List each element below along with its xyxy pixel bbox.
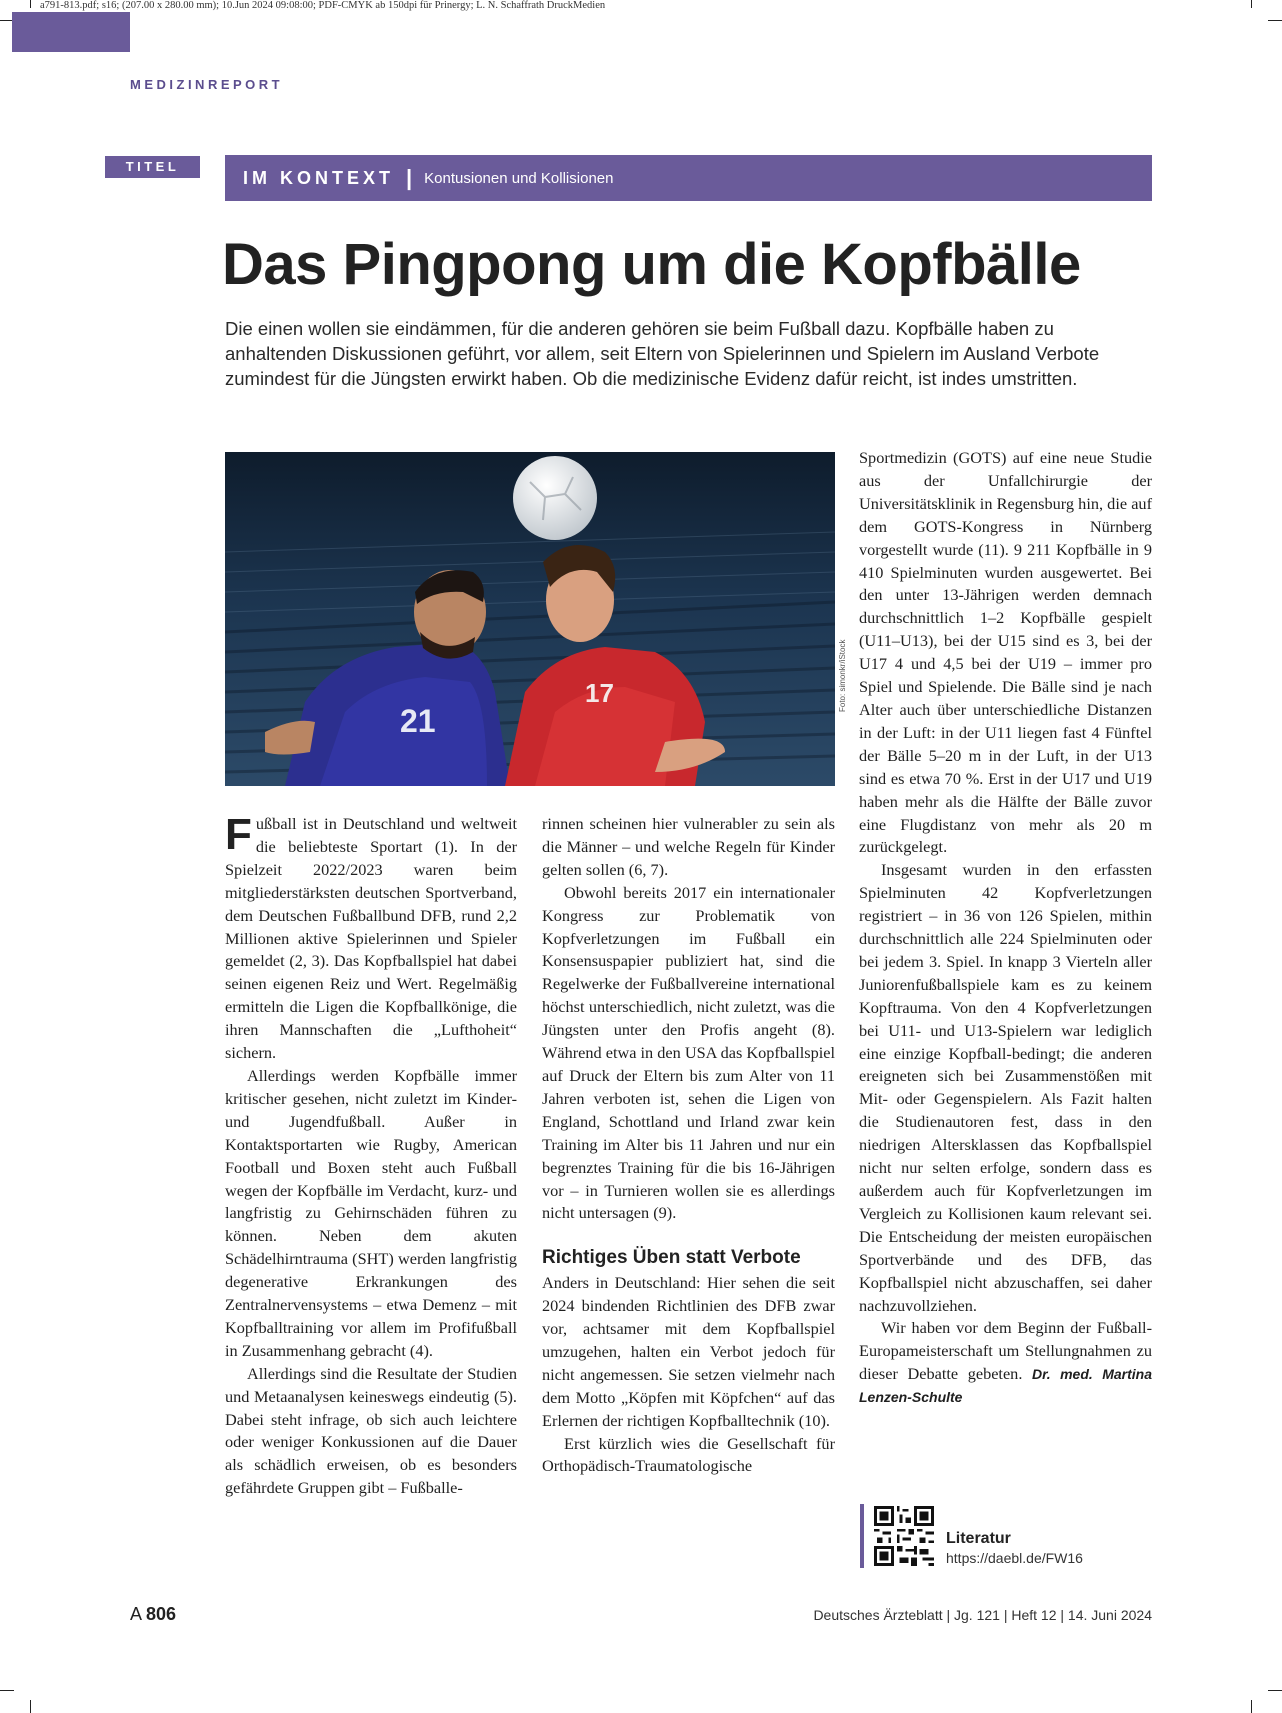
kontext-topic: Kontusionen und Kollisionen — [424, 169, 614, 187]
paragraph-text: Wir haben vor dem Beginn der Fußball-Europameisterschaft um Stellungnahmen zu dieser Debatte gebeten. — [859, 1318, 1152, 1384]
corner-color-block — [12, 12, 130, 52]
crop-mark — [1268, 20, 1282, 21]
crop-mark — [0, 1690, 14, 1691]
kontext-separator: | — [406, 165, 413, 190]
paragraph: Allerdings sind die Resultate der Studien und Metaanalysen keineswegs eindeutig (5). Dabei steht infrage, ob sich auch leichtere oder weniger Konkussionen auf die Dauer als schädlich erweisen, ob es besonders gefährdete Gruppen gibt – Fußballe- — [225, 1363, 517, 1498]
headline: Das Pingpong um die Kopfbälle — [222, 232, 1081, 297]
crop-mark — [1251, 1700, 1252, 1713]
qr-code-icon[interactable] — [874, 1506, 934, 1566]
article-column-2 — [542, 813, 835, 1478]
lead-paragraph: Die einen wollen sie eindämmen, für die anderen gehören sie beim Fußball dazu. Kopfbälle haben zu anhaltenden Diskussionen geführt, vor allem, seit Eltern von Spielerinnen und Spielern im Ausland Verbote zumindest für die Jüngsten erwirkt haben. Ob die medizinische Evidenz dafür reicht, ist indes umstritten. — [225, 318, 1100, 389]
crop-mark — [30, 1700, 31, 1713]
article-photo — [225, 452, 835, 786]
crop-mark — [1268, 1690, 1282, 1691]
page-number-value: 806 — [146, 1604, 177, 1624]
paragraph: Erst kürzlich wies die Gesellschaft für Orthopädisch-Traumatologische — [542, 1433, 835, 1476]
titel-badge: TITEL — [105, 156, 200, 178]
page-number — [130, 1604, 176, 1625]
left-jersey-number: 21 — [400, 703, 436, 739]
author-byline: Dr. med. Martina Lenzen-Schulte — [859, 1366, 1152, 1406]
page-prefix: A — [130, 1604, 142, 1624]
kontext-label: IM KONTEXT — [243, 167, 394, 188]
paragraph: Obwohl bereits 2017 ein internationaler Kongress zur Problematik von Kopfverletzungen im Fußball ein Konsensuspapier publiziert hat, sind die Regelwerke der Fußballvereine international höchst unterschiedlich, nicht zuletzt, was die Jüngsten unter den Profis angeht (8). Während etwa in den USA das Kopfballspiel auf Druck der Eltern bis zum Alter von 11 Jahren verboten ist, sehen die Ligen von England, Schottland und Irland zwar kein Training im Alter bis 11 Jahren und nur ein begrenztes Training für die bis 16-Jährigen vor – in Turnieren wollen sie es allerdings nicht untersagen (9). — [542, 882, 835, 1223]
journal-info: Deutsches Ärzteblatt | Jg. 121 | Heft 12 | 14. Juni 2024 — [813, 1607, 1152, 1623]
football-icon — [513, 456, 597, 540]
right-jersey-number: 17 — [585, 678, 614, 708]
kontext-bar — [225, 155, 1152, 201]
subheading: Richtiges Üben statt Verbote — [542, 1247, 801, 1269]
paragraph: Insgesamt wurden in den erfassten Spielminuten 42 Kopfverletzungen registriert – in 36 von 126 Spielen, mithin durchschnittlich alle 224 Spielminuten oder bei jedem 3. Spiel. In knapp 3 Vierteln aller Juniorenfußballspiele kam es zu keinem Kopftrauma. Von den 4 Kopfverletzungen bei U11- und U13-Spielern war lediglich eine einzige Kopfball-bedingt; die anderen ereigneten sich bei Zusammenstößen mit Mit- oder Gegenspielern. Als Fazit halten die Studienautoren fest, dass in den niedrigen Altersklassen das Kopfballspiel nicht nur selten erfolge, sondern dass es außerdem auch für Kopfverletzungen im Vergleich zu Kollisionen kaum relevant sei. Die Entscheidung der meisten europäischen Sportverbände und des DFB, das Kopfballspiel nicht abzuschaffen, sei daher nachzuvollziehen. — [859, 860, 1152, 1315]
paragraph: Allerdings werden Kopfbälle immer kritischer gesehen, nicht zuletzt im Kinder- und Jugendfußball. Außer in Kontaktsportarten wie Rugby, American Football und Boxen steht auch Fußball wegen der Kopfbälle im Verdacht, kurz- und langfristig zu Gehirnschäden führen zu können. Neben dem akuten Schädelhirntrauma (SHT) werden langfristig degenerative Erkrankungen des Zentralnervensystems – etwa Demenz – mit Kopfballtraining vor allem im Profifußball in Zusammenhang gebracht (4). — [225, 1065, 517, 1360]
paragraph — [859, 1317, 1152, 1409]
section-label: MEDIZINREPORT — [130, 77, 284, 92]
paragraph: Sportmedizin (GOTS) auf eine neue Studie aus der Unfallchirurgie der Universitätsklinik in Regensburg hin, die auf dem GOTS-Kongress in Nürnberg vorgestellt wurde (11). 9 211 Kopfbälle in 9 410 Spielminuten wurden ausgewertet. Bei den unter 13-Jährigen werden demnach durchschnittlich 1–2 Kopfbälle gespielt (U11–U13), bei der U15 sind es 3, bei der U17 4 und 4,5 bei der U19 – immer pro Spiel und Spielende. Die Bälle sind je nach Alter auch über unterschiedliche Distanzen in der Luft: in der U11 liegen fast 4 Fünftel der Bälle 5–20 m in der Luft, in der U13 sind es etwa 70 %. Erst in der U17 und U19 haben mehr als die Hälfte der Bälle zuvor eine Flugdistanz von mehr als 20 m zurückgelegt. — [859, 448, 1152, 857]
article-column-1 — [225, 810, 517, 1500]
paragraph — [225, 810, 517, 1065]
literature-link[interactable]: https://daebl.de/FW16 — [946, 1550, 1083, 1566]
paragraph-text: ußball ist in Deutschland und weltweit die beliebteste Sportart (1). In der Spielzeit 2022/2023 waren beim mitgliederstärksten deutschen Sportverband, dem Deutschen Fußballbund DFB, rund 2,2 Millionen aktive Spielerinnen und Spieler gemeldet (2, 3). Das Kopfballspiel hat dabei seinen eigenen Reiz und Wert. Regelmäßig ermitteln die Ligen die Kopfballkönige, die ihren Mannschaften die „Lufthoheit“ sichern. — [225, 814, 517, 1063]
paragraph: rinnen scheinen hier vulnerabler zu sein als die Männer – und welche Regeln für Kinder gelten sollen (6, 7). — [542, 814, 835, 879]
football-header-illustration — [225, 452, 835, 786]
literature-title: Literatur — [946, 1530, 1011, 1547]
crop-mark — [1251, 0, 1252, 8]
article-column-3 — [859, 447, 1152, 1409]
literature-box — [860, 1504, 1160, 1568]
crop-mark — [30, 0, 31, 8]
paragraph: Anders in Deutschland: Hier sehen die seit 2024 bindenden Richtlinien des DFB zwar vor, achtsamer mit dem Kopfballspiel umzugehen, halten ein Verbot jedoch für nicht angemessen. Sie setzen vielmehr nach dem Motto „Köpfen mit Köpfchen“ auf das Erlernen der richtigen Kopfballtechnik (10). — [542, 1273, 835, 1430]
photo-credit: Foto: simonkr/iStock — [838, 639, 847, 712]
literature-accent-bar — [860, 1504, 864, 1568]
dropcap: F — [225, 810, 252, 859]
print-header: a791-813.pdf; s16; (207.00 x 280.00 mm); 10.Jun 2024 09:08:00; PDF-CMYK ab 150dpi für Prinergy; L. N. Schaffrath DruckMedien — [40, 0, 606, 11]
